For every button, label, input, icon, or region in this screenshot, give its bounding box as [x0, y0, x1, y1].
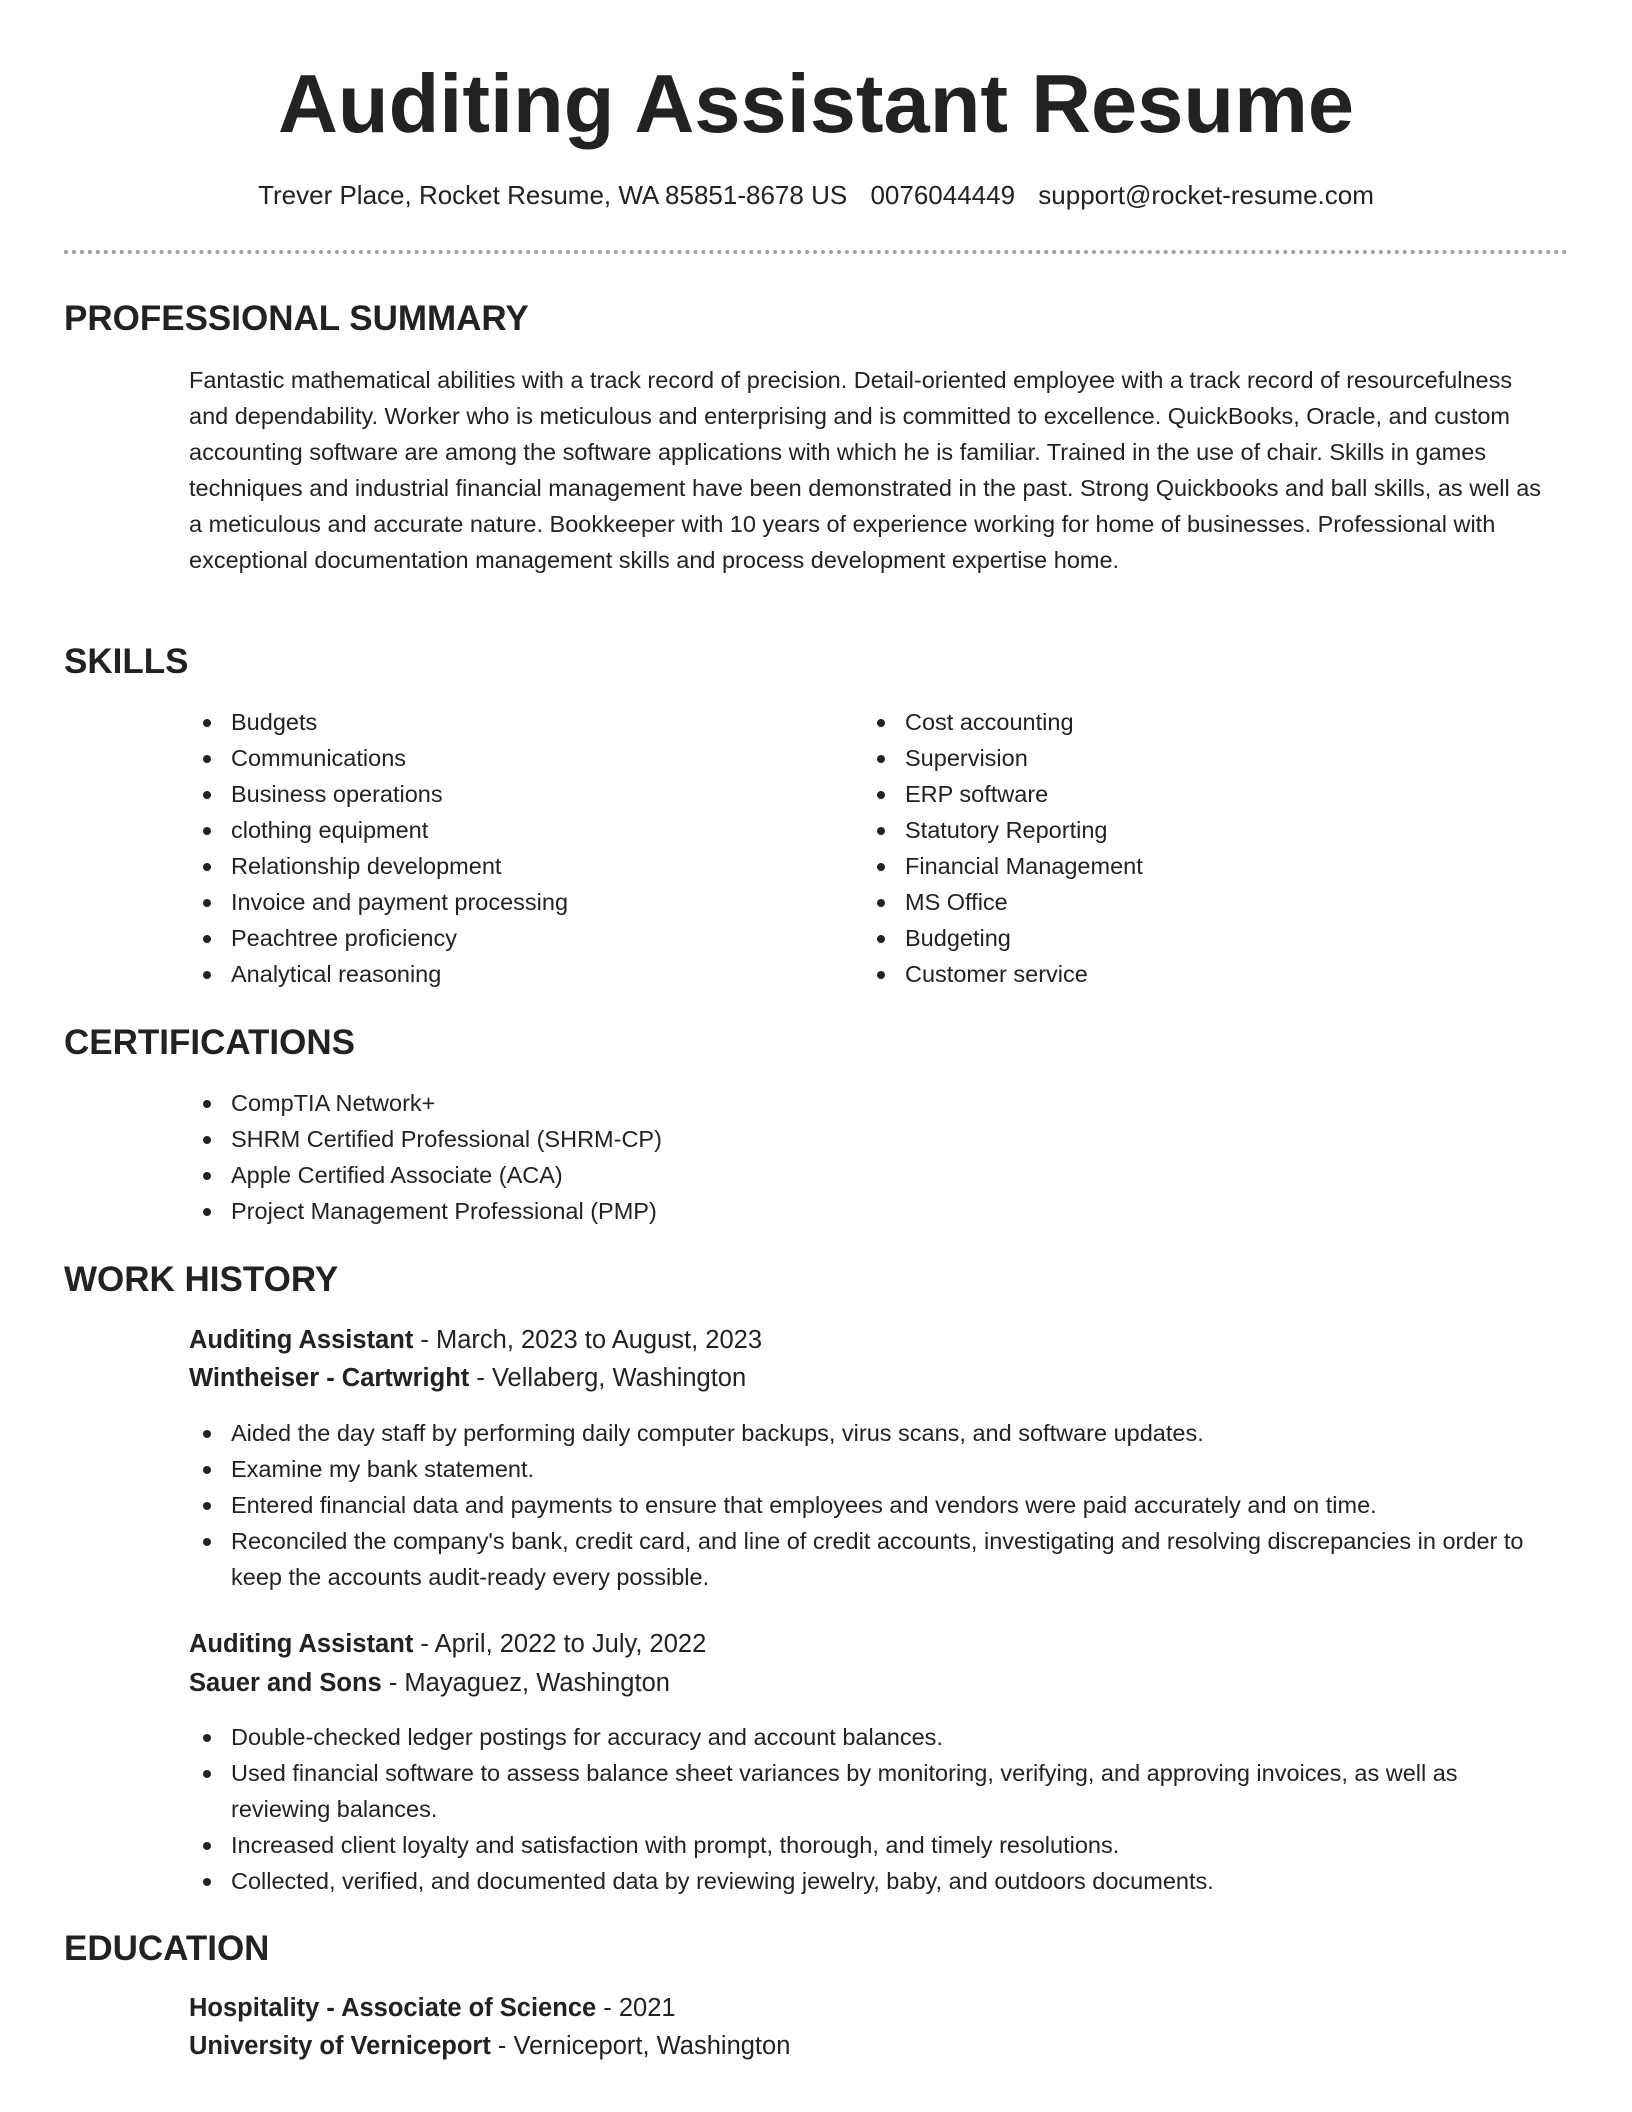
job-bullet: Examine my bank statement.: [187, 1451, 1527, 1487]
skill-item: Statutory Reporting: [861, 812, 1501, 848]
degree: Hospitality - Associate of Science: [189, 1994, 597, 2022]
skill-item: Relationship development: [187, 848, 827, 884]
certification-item: CompTIA Network+: [187, 1085, 1487, 1121]
job-bullet: Reconciled the company's bank, credit card, and line of credit accounts, investigating and resolving discrepancies in order to keep the accounts audit-ready every possible.: [187, 1523, 1527, 1595]
job-title-line: [189, 1325, 762, 1356]
skill-item: Analytical reasoning: [187, 956, 827, 992]
skills-list-left: [187, 704, 827, 992]
job-location: - Mayaguez, Washington: [381, 1669, 670, 1697]
job-title-line: [189, 1629, 706, 1660]
job-bullet: Double-checked ledger postings for accuracy and account balances.: [187, 1719, 1527, 1755]
school: University of Verniceport: [189, 2032, 491, 2060]
job-dates: - April, 2022 to July, 2022: [413, 1630, 707, 1658]
job-company: Wintheiser - Cartwright: [189, 1364, 470, 1392]
degree-line: [189, 1993, 676, 2024]
resume-title: Auditing Assistant Resume: [277, 57, 1355, 150]
skill-item: Supervision: [861, 740, 1501, 776]
skill-item: Business operations: [187, 776, 827, 812]
skill-item: Financial Management: [861, 848, 1501, 884]
skill-item: Customer service: [861, 956, 1501, 992]
skill-item: Budgets: [187, 704, 827, 740]
contact-phone: 0076044449: [870, 180, 1016, 210]
job-bullet: Collected, verified, and documented data by reviewing jewelry, baby, and outdoors documents.: [187, 1863, 1527, 1899]
school-line: [189, 2031, 790, 2062]
job-bullet: Used financial software to assess balance sheet variances by monitoring, verifying, and approving invoices, as well as reviewing balances.: [187, 1755, 1527, 1827]
job-dates: - March, 2023 to August, 2023: [413, 1326, 763, 1354]
contact-email: support@rocket-resume.com: [1038, 180, 1374, 210]
certifications-list: [187, 1085, 1487, 1229]
summary-text: Fantastic mathematical abilities with a track record of precision. Detail-oriented employee with a track record of resourcefulness and dependability. Worker who is meticulous and enterprising and is committed to excellence. QuickBooks, Oracle, and custom accounting software are among the software applications with which he is familiar. Trained in the use of chair. Skills in games techniques and industrial financial management have been demonstrated in the past. Strong Quickbooks and ball skills, as well as a meticulous and accurate nature. Bookkeeper with 10 years of experience working for home of businesses. Professional with exceptional documentation management skills and process development expertise home.: [189, 367, 1542, 573]
job-bullet: Aided the day staff by performing daily computer backups, virus scans, and software updates.: [187, 1415, 1527, 1451]
certifications-heading: CERTIFICATIONS: [64, 1023, 356, 1062]
education-heading: EDUCATION: [64, 1929, 270, 1968]
school-location: - Verniceport, Washington: [490, 2032, 791, 2060]
contact-line: [0, 180, 1632, 211]
skills-list-right: [861, 704, 1501, 992]
summary-heading: PROFESSIONAL SUMMARY: [64, 299, 529, 338]
certification-item: Project Management Professional (PMP): [187, 1193, 1487, 1229]
contact-address: Trever Place, Rocket Resume, WA 85851-8678 US: [258, 180, 848, 210]
job-title: Auditing Assistant: [189, 1630, 414, 1658]
job-bullets: [187, 1719, 1527, 1899]
skill-item: Cost accounting: [861, 704, 1501, 740]
skill-item: clothing equipment: [187, 812, 827, 848]
job-bullet: Entered financial data and payments to ensure that employees and vendors were paid accurately and on time.: [187, 1487, 1527, 1523]
skill-item: Peachtree proficiency: [187, 920, 827, 956]
header-divider: [64, 250, 1568, 254]
job-location: - Vellaberg, Washington: [469, 1364, 747, 1392]
job-company-line: [189, 1363, 746, 1394]
job-company-line: [189, 1668, 670, 1699]
job-title: Auditing Assistant: [189, 1326, 414, 1354]
work-history-heading: WORK HISTORY: [64, 1260, 339, 1299]
skill-item: Budgeting: [861, 920, 1501, 956]
skill-item: Communications: [187, 740, 827, 776]
job-company: Sauer and Sons: [189, 1669, 382, 1697]
skills-heading: SKILLS: [64, 642, 189, 681]
job-bullets: [187, 1415, 1527, 1595]
job-bullet: Increased client loyalty and satisfaction with prompt, thorough, and timely resolutions.: [187, 1827, 1527, 1863]
certification-item: SHRM Certified Professional (SHRM-CP): [187, 1121, 1487, 1157]
certification-item: Apple Certified Associate (ACA): [187, 1157, 1487, 1193]
skill-item: MS Office: [861, 884, 1501, 920]
skill-item: ERP software: [861, 776, 1501, 812]
graduation-year: - 2021: [596, 1994, 676, 2022]
skill-item: Invoice and payment processing: [187, 884, 827, 920]
